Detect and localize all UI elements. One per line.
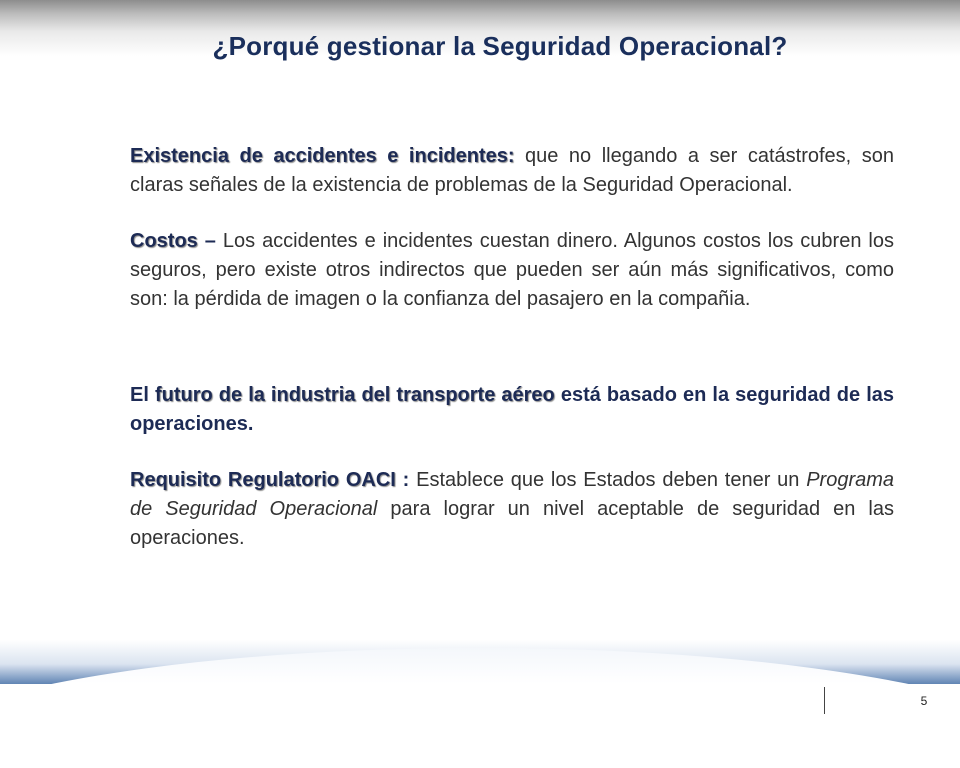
paragraph-regulation-program: Programa de Seguridad Operacional [130,469,895,520]
paragraph-future-text: está basado en la seguridad de las operaciones. [130,384,895,435]
paragraph-regulation-text-before: Establece que los Estados deben tener un [409,469,807,491]
slide-body [130,142,894,553]
footer-strip [0,684,960,720]
paragraph-accidents-heading: Existencia de accidentes e incidentes: [130,145,515,167]
paragraph-costs-heading: Costos [130,230,198,252]
slide-title: ¿Porqué gestionar la Seguridad Operacional? [212,31,788,61]
paragraph-regulation-heading: Requisito Regulatorio OACI [130,469,396,491]
footer-separator [824,687,825,714]
paragraph-costs-text: Los accidentes e incidentes cuestan dinero. Algunos costos los cubren los seguros, pero existe otros indirectos que pueden ser aún más significativos, como son: la pérdida de imagen o la confianza del pasajero en la compañia. [130,230,894,310]
paragraph-future-heading: futuro de la industria del transporte aéreo [154,384,555,406]
paragraph-accidents [130,142,894,200]
page-number: 5 [920,694,928,708]
paragraph-future-lead: El [130,384,155,406]
paragraph-accidents-text: que no llegando a ser catástrofes, son claras señales de la existencia de problemas de la Seguridad Operacional. [130,145,894,196]
paragraph-future [130,381,894,439]
paragraph-costs-dash: – [197,230,216,252]
paragraph-regulation-sep: : [395,469,410,491]
paragraph-costs [130,227,894,314]
paragraph-regulation-text-after: para lograr un nivel aceptable de seguridad en las operaciones. [130,498,894,549]
paragraph-regulation [130,466,894,553]
